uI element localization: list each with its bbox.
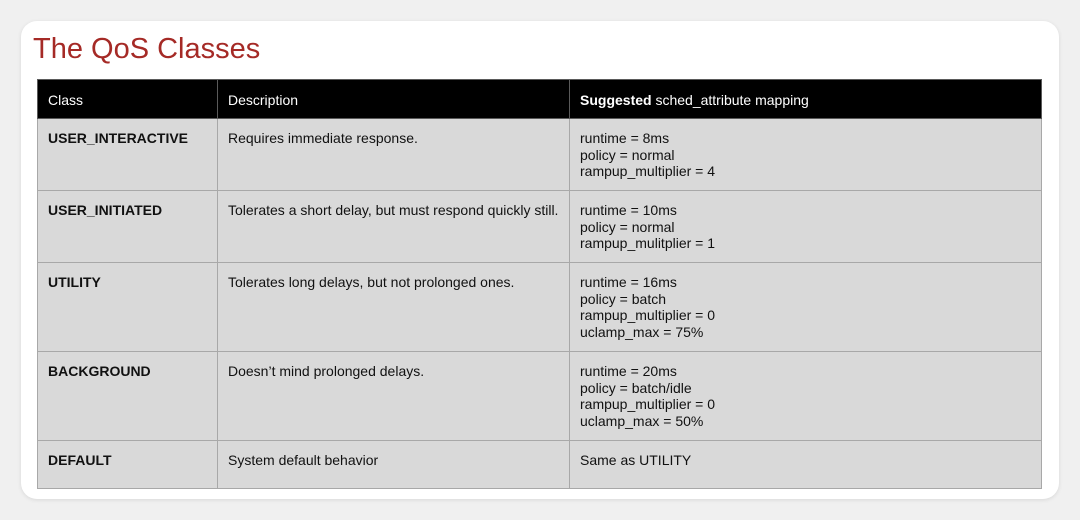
class-cell: USER_INTERACTIVE bbox=[38, 119, 218, 191]
mapping-line: runtime = 8ms bbox=[580, 130, 670, 146]
mapping-line: policy = normal bbox=[580, 218, 675, 235]
table-row bbox=[38, 352, 1042, 441]
column-header-mapping-bold: Suggested bbox=[580, 92, 652, 108]
table-row bbox=[38, 119, 1042, 191]
mapping-cell bbox=[570, 119, 1042, 191]
mapping-line: rampup_mulitplier = 1 bbox=[580, 235, 716, 251]
description-cell: Tolerates a short delay, but must respond quickly still. bbox=[218, 191, 570, 263]
mapping-line: policy = normal bbox=[580, 146, 675, 163]
class-cell: USER_INITIATED bbox=[38, 191, 218, 263]
mapping-line: rampup_multiplier = 0 bbox=[580, 396, 716, 412]
class-cell: UTILITY bbox=[38, 263, 218, 352]
mapping-line: policy = batch/idle bbox=[580, 379, 692, 396]
mapping-line: runtime = 16ms bbox=[580, 274, 677, 290]
description-cell: Requires immediate response. bbox=[218, 119, 570, 191]
slide bbox=[21, 21, 1059, 499]
mapping-line: runtime = 10ms bbox=[580, 202, 677, 218]
column-header-class: Class bbox=[38, 80, 218, 119]
column-header-description: Description bbox=[218, 80, 570, 119]
table-row bbox=[38, 441, 1042, 489]
description-cell: Doesn’t mind prolonged delays. bbox=[218, 352, 570, 441]
mapping-line: rampup_multiplier = 4 bbox=[580, 163, 716, 179]
slide-title: The QoS Classes bbox=[33, 33, 261, 65]
description-cell: Tolerates long delays, but not prolonged ones. bbox=[218, 263, 570, 352]
table-row bbox=[38, 263, 1042, 352]
class-cell: BACKGROUND bbox=[38, 352, 218, 441]
mapping-cell bbox=[570, 352, 1042, 441]
mapping-line: runtime = 20ms bbox=[580, 363, 677, 379]
mapping-line: uclamp_max = 50% bbox=[580, 412, 704, 429]
table-header-row bbox=[38, 80, 1042, 119]
mapping-line: policy = batch bbox=[580, 290, 666, 307]
mapping-line: uclamp_max = 75% bbox=[580, 323, 704, 340]
description-cell: System default behavior bbox=[218, 441, 570, 489]
mapping-cell bbox=[570, 441, 1042, 489]
qos-table bbox=[37, 79, 1042, 489]
mapping-line: rampup_multiplier = 0 bbox=[580, 307, 716, 323]
mapping-cell bbox=[570, 191, 1042, 263]
table-row bbox=[38, 191, 1042, 263]
column-header-mapping-rest: sched_attribute mapping bbox=[655, 92, 809, 108]
mapping-cell bbox=[570, 263, 1042, 352]
class-cell: DEFAULT bbox=[38, 441, 218, 489]
mapping-line: Same as UTILITY bbox=[580, 452, 692, 468]
column-header-mapping bbox=[570, 80, 1042, 119]
